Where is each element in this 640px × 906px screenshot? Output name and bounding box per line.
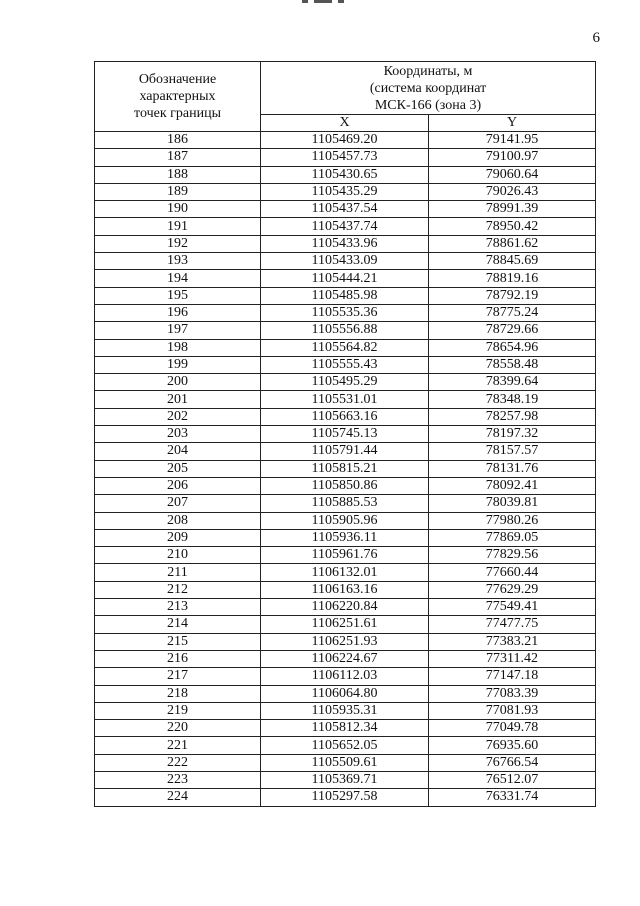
y-coordinate-cell: 77083.39 bbox=[429, 685, 596, 702]
table-row bbox=[95, 132, 596, 149]
point-number-cell: 190 bbox=[95, 201, 261, 218]
x-coordinate-cell: 1105531.01 bbox=[261, 391, 429, 408]
point-number-cell: 211 bbox=[95, 564, 261, 581]
x-coordinate-cell: 1105485.98 bbox=[261, 287, 429, 304]
y-coordinate-cell: 78399.64 bbox=[429, 374, 596, 391]
coordinates-table bbox=[94, 61, 596, 807]
table-row bbox=[95, 408, 596, 425]
y-coordinate-cell: 78950.42 bbox=[429, 218, 596, 235]
point-number-cell: 199 bbox=[95, 356, 261, 373]
table-row bbox=[95, 789, 596, 806]
x-coordinate-cell: 1105961.76 bbox=[261, 547, 429, 564]
table-row bbox=[95, 426, 596, 443]
table-row bbox=[95, 443, 596, 460]
point-number-cell: 224 bbox=[95, 789, 261, 806]
table-row bbox=[95, 720, 596, 737]
y-coordinate-cell: 78819.16 bbox=[429, 270, 596, 287]
point-number-cell: 220 bbox=[95, 720, 261, 737]
header-line: (система координат bbox=[369, 80, 487, 96]
x-coordinate-cell: 1105815.21 bbox=[261, 460, 429, 477]
table-row bbox=[95, 547, 596, 564]
point-column-header bbox=[95, 62, 261, 132]
y-coordinate-cell: 78845.69 bbox=[429, 253, 596, 270]
table-row bbox=[95, 668, 596, 685]
point-number-cell: 218 bbox=[95, 685, 261, 702]
y-coordinate-cell: 79100.97 bbox=[429, 149, 596, 166]
y-coordinate-cell: 79141.95 bbox=[429, 132, 596, 149]
y-coordinate-cell: 77383.21 bbox=[429, 633, 596, 650]
table-row bbox=[95, 564, 596, 581]
table-row bbox=[95, 304, 596, 321]
x-coordinate-cell: 1105652.05 bbox=[261, 737, 429, 754]
y-coordinate-cell: 78039.81 bbox=[429, 495, 596, 512]
table-row bbox=[95, 183, 596, 200]
point-number-cell: 194 bbox=[95, 270, 261, 287]
point-number-cell: 205 bbox=[95, 460, 261, 477]
table-row bbox=[95, 650, 596, 667]
y-coordinate-cell: 79026.43 bbox=[429, 183, 596, 200]
point-number-cell: 209 bbox=[95, 529, 261, 546]
table-row bbox=[95, 737, 596, 754]
table-row bbox=[95, 599, 596, 616]
x-coordinate-cell: 1105457.73 bbox=[261, 149, 429, 166]
y-coordinate-cell: 77477.75 bbox=[429, 616, 596, 633]
point-number-cell: 201 bbox=[95, 391, 261, 408]
y-coordinate-cell: 79060.64 bbox=[429, 166, 596, 183]
table-row bbox=[95, 512, 596, 529]
y-coordinate-cell: 78654.96 bbox=[429, 339, 596, 356]
y-coordinate-cell: 78775.24 bbox=[429, 304, 596, 321]
point-number-cell: 202 bbox=[95, 408, 261, 425]
table-row bbox=[95, 287, 596, 304]
table-row bbox=[95, 356, 596, 373]
table-header-row bbox=[95, 62, 596, 115]
table-row bbox=[95, 460, 596, 477]
table-row bbox=[95, 201, 596, 218]
y-coordinate-cell: 76331.74 bbox=[429, 789, 596, 806]
y-coordinate-cell: 78197.32 bbox=[429, 426, 596, 443]
point-number-cell: 197 bbox=[95, 322, 261, 339]
point-number-cell: 206 bbox=[95, 477, 261, 494]
x-coordinate-cell: 1105812.34 bbox=[261, 720, 429, 737]
x-coordinate-cell: 1105433.09 bbox=[261, 253, 429, 270]
x-coordinate-cell: 1105556.88 bbox=[261, 322, 429, 339]
x-coordinate-cell: 1105850.86 bbox=[261, 477, 429, 494]
y-coordinate-cell: 77549.41 bbox=[429, 599, 596, 616]
x-coordinate-cell: 1105905.96 bbox=[261, 512, 429, 529]
x-coordinate-cell: 1105509.61 bbox=[261, 754, 429, 771]
x-coordinate-cell: 1106251.61 bbox=[261, 616, 429, 633]
x-coordinate-cell: 1105885.53 bbox=[261, 495, 429, 512]
point-number-cell: 195 bbox=[95, 287, 261, 304]
point-number-cell: 214 bbox=[95, 616, 261, 633]
point-number-cell: 217 bbox=[95, 668, 261, 685]
table-row bbox=[95, 235, 596, 252]
y-coordinate-cell: 77147.18 bbox=[429, 668, 596, 685]
y-coordinate-cell: 76935.60 bbox=[429, 737, 596, 754]
point-number-cell: 187 bbox=[95, 149, 261, 166]
point-number-cell: 188 bbox=[95, 166, 261, 183]
y-column-header: Y bbox=[429, 115, 596, 132]
x-coordinate-cell: 1105437.54 bbox=[261, 201, 429, 218]
y-coordinate-cell: 78348.19 bbox=[429, 391, 596, 408]
y-coordinate-cell: 78861.62 bbox=[429, 235, 596, 252]
y-coordinate-cell: 77081.93 bbox=[429, 702, 596, 719]
point-number-cell: 216 bbox=[95, 650, 261, 667]
point-number-cell: 200 bbox=[95, 374, 261, 391]
y-coordinate-cell: 77049.78 bbox=[429, 720, 596, 737]
x-coordinate-cell: 1105437.74 bbox=[261, 218, 429, 235]
y-coordinate-cell: 77629.29 bbox=[429, 581, 596, 598]
y-coordinate-cell: 77869.05 bbox=[429, 529, 596, 546]
x-coordinate-cell: 1105495.29 bbox=[261, 374, 429, 391]
point-number-cell: 186 bbox=[95, 132, 261, 149]
table-row bbox=[95, 270, 596, 287]
x-coordinate-cell: 1105535.36 bbox=[261, 304, 429, 321]
table-body bbox=[95, 132, 596, 807]
table-row bbox=[95, 754, 596, 771]
point-number-cell: 192 bbox=[95, 235, 261, 252]
x-coordinate-cell: 1106064.80 bbox=[261, 685, 429, 702]
x-coordinate-cell: 1105369.71 bbox=[261, 771, 429, 788]
point-number-cell: 222 bbox=[95, 754, 261, 771]
x-coordinate-cell: 1105663.16 bbox=[261, 408, 429, 425]
x-coordinate-cell: 1106220.84 bbox=[261, 599, 429, 616]
y-coordinate-cell: 77829.56 bbox=[429, 547, 596, 564]
table-row bbox=[95, 702, 596, 719]
y-coordinate-cell: 77980.26 bbox=[429, 512, 596, 529]
point-number-cell: 204 bbox=[95, 443, 261, 460]
header-line: МСК-166 (зона 3) bbox=[374, 97, 482, 113]
table-row bbox=[95, 149, 596, 166]
x-coordinate-cell: 1106112.03 bbox=[261, 668, 429, 685]
table-row bbox=[95, 477, 596, 494]
y-coordinate-cell: 76766.54 bbox=[429, 754, 596, 771]
table-row bbox=[95, 771, 596, 788]
coordinates-column-header bbox=[261, 62, 596, 115]
table-row bbox=[95, 685, 596, 702]
y-coordinate-cell: 78157.57 bbox=[429, 443, 596, 460]
y-coordinate-cell: 78558.48 bbox=[429, 356, 596, 373]
table-row bbox=[95, 166, 596, 183]
x-coordinate-cell: 1105469.20 bbox=[261, 132, 429, 149]
x-coordinate-cell: 1105433.96 bbox=[261, 235, 429, 252]
x-coordinate-cell: 1105444.21 bbox=[261, 270, 429, 287]
table-row bbox=[95, 495, 596, 512]
y-coordinate-cell: 77660.44 bbox=[429, 564, 596, 581]
point-number-cell: 219 bbox=[95, 702, 261, 719]
point-number-cell: 198 bbox=[95, 339, 261, 356]
x-coordinate-cell: 1106224.67 bbox=[261, 650, 429, 667]
header-line: характерных bbox=[139, 89, 216, 104]
y-coordinate-cell: 77311.42 bbox=[429, 650, 596, 667]
point-number-cell: 196 bbox=[95, 304, 261, 321]
table-row bbox=[95, 529, 596, 546]
point-number-cell: 207 bbox=[95, 495, 261, 512]
x-coordinate-cell: 1106163.16 bbox=[261, 581, 429, 598]
point-number-cell: 189 bbox=[95, 183, 261, 200]
header-line: Координаты, м bbox=[383, 63, 473, 79]
x-coordinate-cell: 1106132.01 bbox=[261, 564, 429, 581]
header-line: Обозначение bbox=[138, 72, 217, 87]
x-coordinate-cell: 1105555.43 bbox=[261, 356, 429, 373]
x-coordinate-cell: 1105791.44 bbox=[261, 443, 429, 460]
y-coordinate-cell: 78991.39 bbox=[429, 201, 596, 218]
table-row bbox=[95, 374, 596, 391]
x-coordinate-cell: 1105297.58 bbox=[261, 789, 429, 806]
y-coordinate-cell: 76512.07 bbox=[429, 771, 596, 788]
point-number-cell: 210 bbox=[95, 547, 261, 564]
y-coordinate-cell: 78257.98 bbox=[429, 408, 596, 425]
x-coordinate-cell: 1106251.93 bbox=[261, 633, 429, 650]
table-row bbox=[95, 339, 596, 356]
table-row bbox=[95, 322, 596, 339]
point-number-cell: 191 bbox=[95, 218, 261, 235]
x-coordinate-cell: 1105564.82 bbox=[261, 339, 429, 356]
point-number-cell: 212 bbox=[95, 581, 261, 598]
x-coordinate-cell: 1105745.13 bbox=[261, 426, 429, 443]
x-coordinate-cell: 1105430.65 bbox=[261, 166, 429, 183]
table-row bbox=[95, 616, 596, 633]
table-row bbox=[95, 391, 596, 408]
table-row bbox=[95, 218, 596, 235]
y-coordinate-cell: 78792.19 bbox=[429, 287, 596, 304]
table-row bbox=[95, 253, 596, 270]
point-number-cell: 221 bbox=[95, 737, 261, 754]
x-column-header: X bbox=[261, 115, 429, 132]
page-number: 6 bbox=[592, 30, 600, 46]
x-coordinate-cell: 1105435.29 bbox=[261, 183, 429, 200]
x-coordinate-cell: 1105935.31 bbox=[261, 702, 429, 719]
header-line: точек границы bbox=[134, 106, 221, 121]
x-coordinate-cell: 1105936.11 bbox=[261, 529, 429, 546]
scan-artifact bbox=[302, 0, 348, 4]
y-coordinate-cell: 78729.66 bbox=[429, 322, 596, 339]
point-number-cell: 203 bbox=[95, 426, 261, 443]
point-number-cell: 223 bbox=[95, 771, 261, 788]
table-row bbox=[95, 633, 596, 650]
point-number-cell: 213 bbox=[95, 599, 261, 616]
y-coordinate-cell: 78092.41 bbox=[429, 477, 596, 494]
point-number-cell: 208 bbox=[95, 512, 261, 529]
point-number-cell: 193 bbox=[95, 253, 261, 270]
table-row bbox=[95, 581, 596, 598]
point-number-cell: 215 bbox=[95, 633, 261, 650]
y-coordinate-cell: 78131.76 bbox=[429, 460, 596, 477]
